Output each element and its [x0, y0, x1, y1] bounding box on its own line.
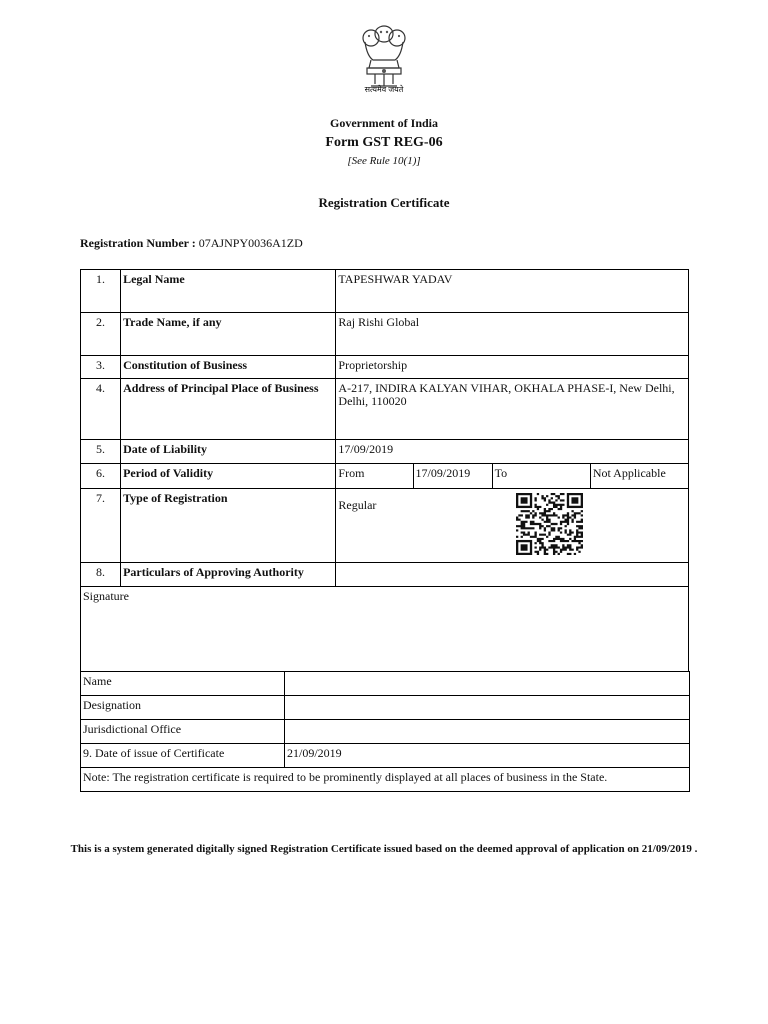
address-value: A-217, INDIRA KALYAN VIHAR, OKHALA PHASE-I, New Delhi, Delhi, 110020: [336, 379, 689, 440]
emblem-caption: सत्यमेव जयते: [364, 85, 404, 94]
constitution-label: Constitution of Business: [121, 356, 336, 379]
row-number: 3.: [81, 356, 121, 379]
qr-code-icon: [516, 493, 583, 555]
row-number: 7.: [81, 489, 121, 563]
table-row: [81, 313, 689, 356]
registration-type-cell: [336, 489, 689, 563]
table-row: [81, 768, 690, 792]
table-row: [81, 563, 689, 587]
address-label: Address of Principal Place of Business: [121, 379, 336, 440]
table-row: [81, 464, 689, 489]
validity-label: Period of Validity: [121, 464, 336, 489]
liability-date-value: 17/09/2019: [336, 440, 689, 464]
registration-type-label: Type of Registration: [121, 489, 336, 563]
national-emblem-icon: [345, 20, 423, 94]
trade-name-value: Raj Rishi Global: [336, 313, 689, 356]
row-number: 6.: [81, 464, 121, 489]
table-row: [81, 587, 689, 672]
validity-to-value: Not Applicable: [590, 464, 688, 489]
registration-number-label: Registration Number :: [80, 236, 196, 250]
registration-number-value: 07AJNPY0036A1ZD: [198, 236, 303, 250]
trade-name-label: Trade Name, if any: [121, 313, 336, 356]
registration-number: [80, 236, 303, 251]
row-number: 8.: [81, 563, 121, 587]
validity-from-label: From: [336, 464, 413, 489]
designation-label: Designation: [81, 696, 285, 720]
legal-name-value: TAPESHWAR YADAV: [336, 270, 689, 313]
rule-reference: [See Rule 10(1)]: [347, 155, 421, 167]
table-row: [81, 270, 689, 313]
table-row: [81, 744, 690, 768]
table-row: [81, 379, 689, 440]
table-row: [81, 720, 690, 744]
issue-date-label: 9. Date of issue of Certificate: [81, 744, 285, 768]
name-value: [285, 672, 690, 696]
table-row: [81, 672, 690, 696]
name-label: Name: [81, 672, 285, 696]
row-number: 5.: [81, 440, 121, 464]
liability-date-label: Date of Liability: [121, 440, 336, 464]
signature-label: Signature: [81, 587, 689, 672]
government-heading: Government of India: [330, 116, 438, 130]
system-generated-note: This is a system generated digitally signed Registration Certificate issued based on the deemed approval of application on 21/09/2019 .: [70, 843, 698, 855]
legal-name-label: Legal Name: [121, 270, 336, 313]
jurisdictional-office-value: [285, 720, 690, 744]
designation-value: [285, 696, 690, 720]
issue-date-value: 21/09/2019: [285, 744, 690, 768]
approving-authority-value: [336, 563, 689, 587]
table-row: [81, 696, 690, 720]
table-row: [81, 356, 689, 379]
jurisdictional-office-label: Jurisdictional Office: [81, 720, 285, 744]
validity-to-label: To: [492, 464, 590, 489]
table-row: [81, 489, 689, 563]
signature-table: [80, 586, 689, 672]
row-number: 4.: [81, 379, 121, 440]
table-row: [81, 440, 689, 464]
display-note: Note: The registration certificate is required to be prominently displayed at all places of business in the State.: [81, 768, 690, 792]
form-title: Form GST REG-06: [325, 135, 443, 150]
registration-type-value: Regular: [338, 498, 377, 512]
row-number: 1.: [81, 270, 121, 313]
constitution-value: Proprietorship: [336, 356, 689, 379]
validity-from-value: 17/09/2019: [413, 464, 492, 489]
certificate-title: Registration Certificate: [318, 195, 450, 210]
authority-table: [80, 671, 690, 792]
details-table: [80, 269, 689, 587]
row-number: 2.: [81, 313, 121, 356]
approving-authority-label: Particulars of Approving Authority: [121, 563, 336, 587]
